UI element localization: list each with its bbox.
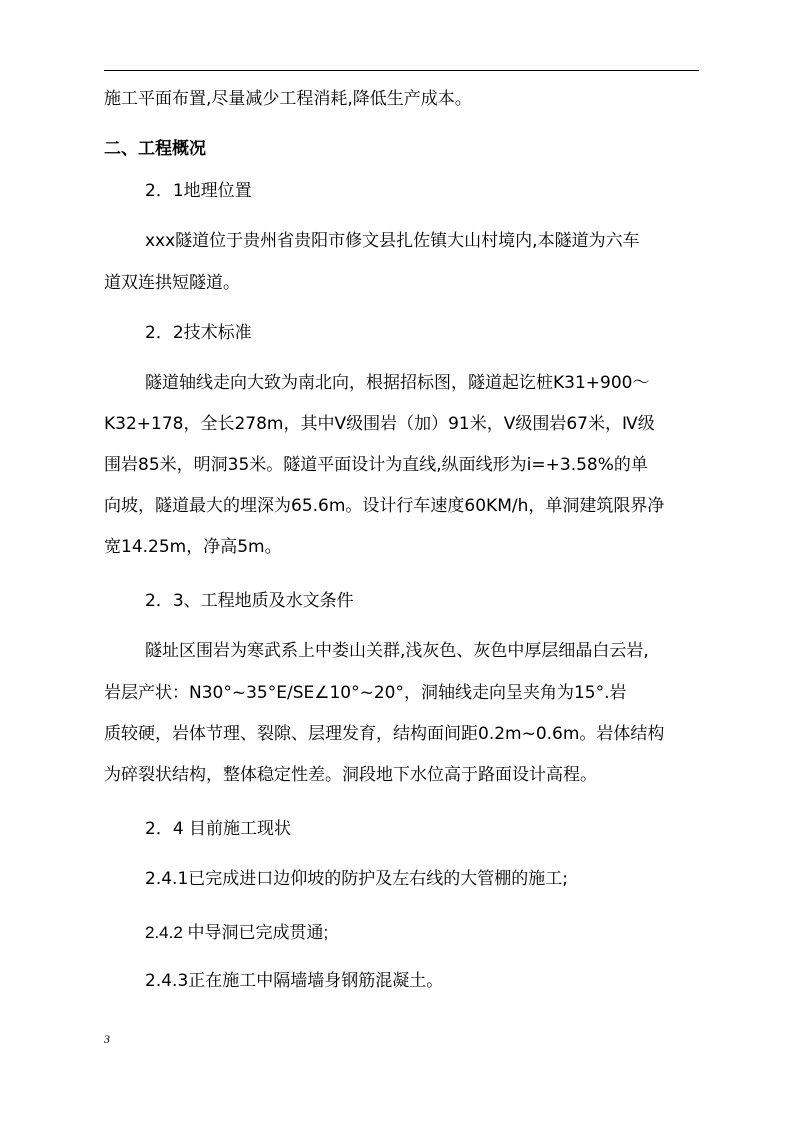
text-line-1: 施工平面布置,尽量减少工程消耗,降低生产成本。 xyxy=(104,89,472,109)
subheading-2-3: 2．3、工程地质及水文条件 xyxy=(145,591,354,611)
text-line-2-3d: 为碎裂状结构，整体稳定性差。洞段地下水位高于路面设计高程。 xyxy=(104,765,597,785)
list-item-2-4-1: 2.4.1已完成进口边仰坡的防护及左右线的大管棚的施工; xyxy=(145,869,568,889)
text-line-2-3b: 岩层产状：N30°~35°E/SE∠10°~20°，洞轴线走向呈夹角为15°.岩 xyxy=(104,683,627,703)
text-line-2-1a: xxx隧道位于贵州省贵阳市修文县扎佐镇大山村境内,本隧道为六车 xyxy=(145,231,640,251)
text-line-2-2c: 围岩85米，明洞35米。隧道平面设计为直线,纵面线形为i=+3.58%的单 xyxy=(104,455,648,475)
text-line-2-2b: K32+178，全长278m，其中Ⅴ级围岩（加）91米，Ⅴ级围岩67米，Ⅳ级 xyxy=(104,414,655,434)
text-line-2-1b: 道双连拱短隧道。 xyxy=(104,273,240,293)
section-heading-2: 二、工程概况 xyxy=(104,139,206,159)
text-line-2-2e: 宽14.25m，净高5m。 xyxy=(104,537,282,557)
subheading-2-1: 2．1地理位置 xyxy=(145,181,252,201)
text-line-2-3a: 隧址区围岩为寒武系上中娄山关群,浅灰色、灰色中厚层细晶白云岩, xyxy=(145,641,649,661)
list-item-2-4-3: 2.4.3正在施工中隔墙墙身钢筋混凝土。 xyxy=(145,971,444,991)
page-number: 3 xyxy=(104,1032,110,1046)
list-item-2-4-2: 2.4.2 中导洞已完成贯通; xyxy=(145,923,329,942)
text-line-2-2d: 向坡，隧道最大的埋深为65.6m。设计行车速度60KM/h，单洞建筑限界净 xyxy=(104,496,665,516)
subheading-2-2: 2．2技术标准 xyxy=(145,323,252,343)
header-rule xyxy=(104,70,699,71)
text-line-2-3c: 质较硬，岩体节理、裂隙、层理发育，结构面间距0.2m~0.6m。岩体结构 xyxy=(104,724,665,744)
text-line-2-2a: 隧道轴线走向大致为南北向，根据招标图，隧道起讫桩K31+900～ xyxy=(145,373,650,393)
subheading-2-4: 2．4 目前施工现状 xyxy=(145,819,292,839)
